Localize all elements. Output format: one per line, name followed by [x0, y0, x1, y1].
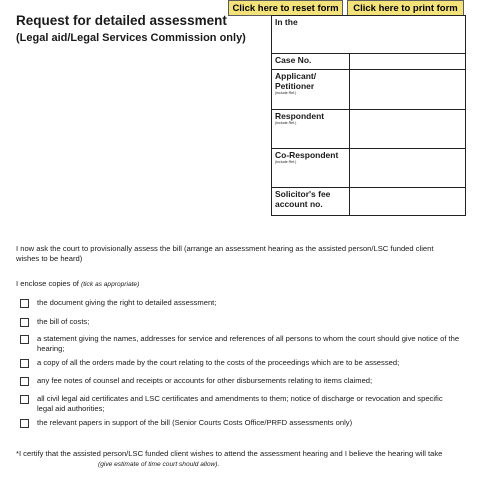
court-label: In the — [275, 17, 298, 27]
case-no-field[interactable] — [350, 54, 465, 69]
certify-text: *I certify that the assisted person/LSC funded client wishes to attend the assessment hearing and I believe the hearing will take — [16, 449, 443, 458]
checklist-item — [20, 394, 460, 414]
enclose-intro — [16, 279, 139, 290]
checklist-item — [20, 418, 460, 428]
checkbox[interactable] — [20, 318, 29, 327]
corespondent-ref-hint: (include Ref.) — [275, 160, 297, 164]
checkbox[interactable] — [20, 377, 29, 386]
enclose-hint: (tick as appropriate) — [81, 281, 140, 288]
checkbox[interactable] — [20, 395, 29, 404]
checklist-label: a copy of all the orders made by the court relating to the costs of the proceedings which are to be assessed; — [37, 358, 400, 367]
checklist-label: any fee notes of counsel and receipts or accounts for other disbursements relating to items claimed; — [37, 376, 373, 385]
certify-statement — [16, 449, 456, 470]
checkbox[interactable] — [20, 419, 29, 428]
checklist-item — [20, 317, 460, 327]
respondent-label: Respondent — [275, 111, 325, 121]
form-subtitle: (Legal aid/Legal Services Commission only) — [16, 32, 246, 44]
checkbox[interactable] — [20, 359, 29, 368]
checklist-item — [20, 358, 460, 368]
checklist-label: a statement giving the names, addresses for service and references of all persons to whom the court should give notice of the hearing; — [37, 334, 460, 353]
applicant-label: Applicant/ Petitioner — [275, 71, 317, 91]
checklist-item — [20, 376, 460, 386]
case-details-table — [271, 15, 466, 216]
checklist-label: the relevant papers in support of the bill (Senior Courts Costs Office/PRFD assessments only) — [37, 418, 353, 427]
court-field[interactable] — [272, 16, 465, 53]
form-title: Request for detailed assessment — [16, 13, 227, 28]
case-no-label: Case No. — [275, 55, 312, 65]
enclose-text: I enclose copies of — [16, 279, 79, 288]
checklist-label: the bill of costs; — [37, 317, 90, 326]
checklist-item — [20, 334, 460, 354]
applicant-ref-hint: (include Ref.) — [275, 91, 297, 95]
reset-form-button[interactable]: Click here to reset form — [228, 0, 343, 16]
checklist-item — [20, 298, 460, 308]
checklist-label: all civil legal aid certificates and LSC certificates and amendments to them; notice of discharge or revocation and specific legal aid authorities; — [37, 394, 443, 413]
assessment-request-text: I now ask the court to provisionally assess the bill (arrange an assessment hearing as the assisted person/LSC funded client wishes to be heard) — [16, 244, 434, 263]
corespondent-field[interactable] — [350, 149, 465, 187]
checkbox[interactable] — [20, 335, 29, 344]
checkbox[interactable] — [20, 299, 29, 308]
applicant-field[interactable] — [350, 70, 465, 109]
corespondent-label: Co-Respondent — [275, 150, 339, 160]
estimate-hint: (give estimate of time court should allow). — [98, 461, 220, 468]
print-form-button[interactable]: Click here to print form — [347, 0, 464, 16]
solicitor-fee-field[interactable] — [350, 188, 465, 215]
solicitor-fee-label: Solicitor's fee account no. — [275, 189, 331, 209]
respondent-ref-hint: (include Ref.) — [275, 121, 297, 125]
respondent-field[interactable] — [350, 110, 465, 148]
checklist-label: the document giving the right to detailed assessment; — [37, 298, 217, 307]
